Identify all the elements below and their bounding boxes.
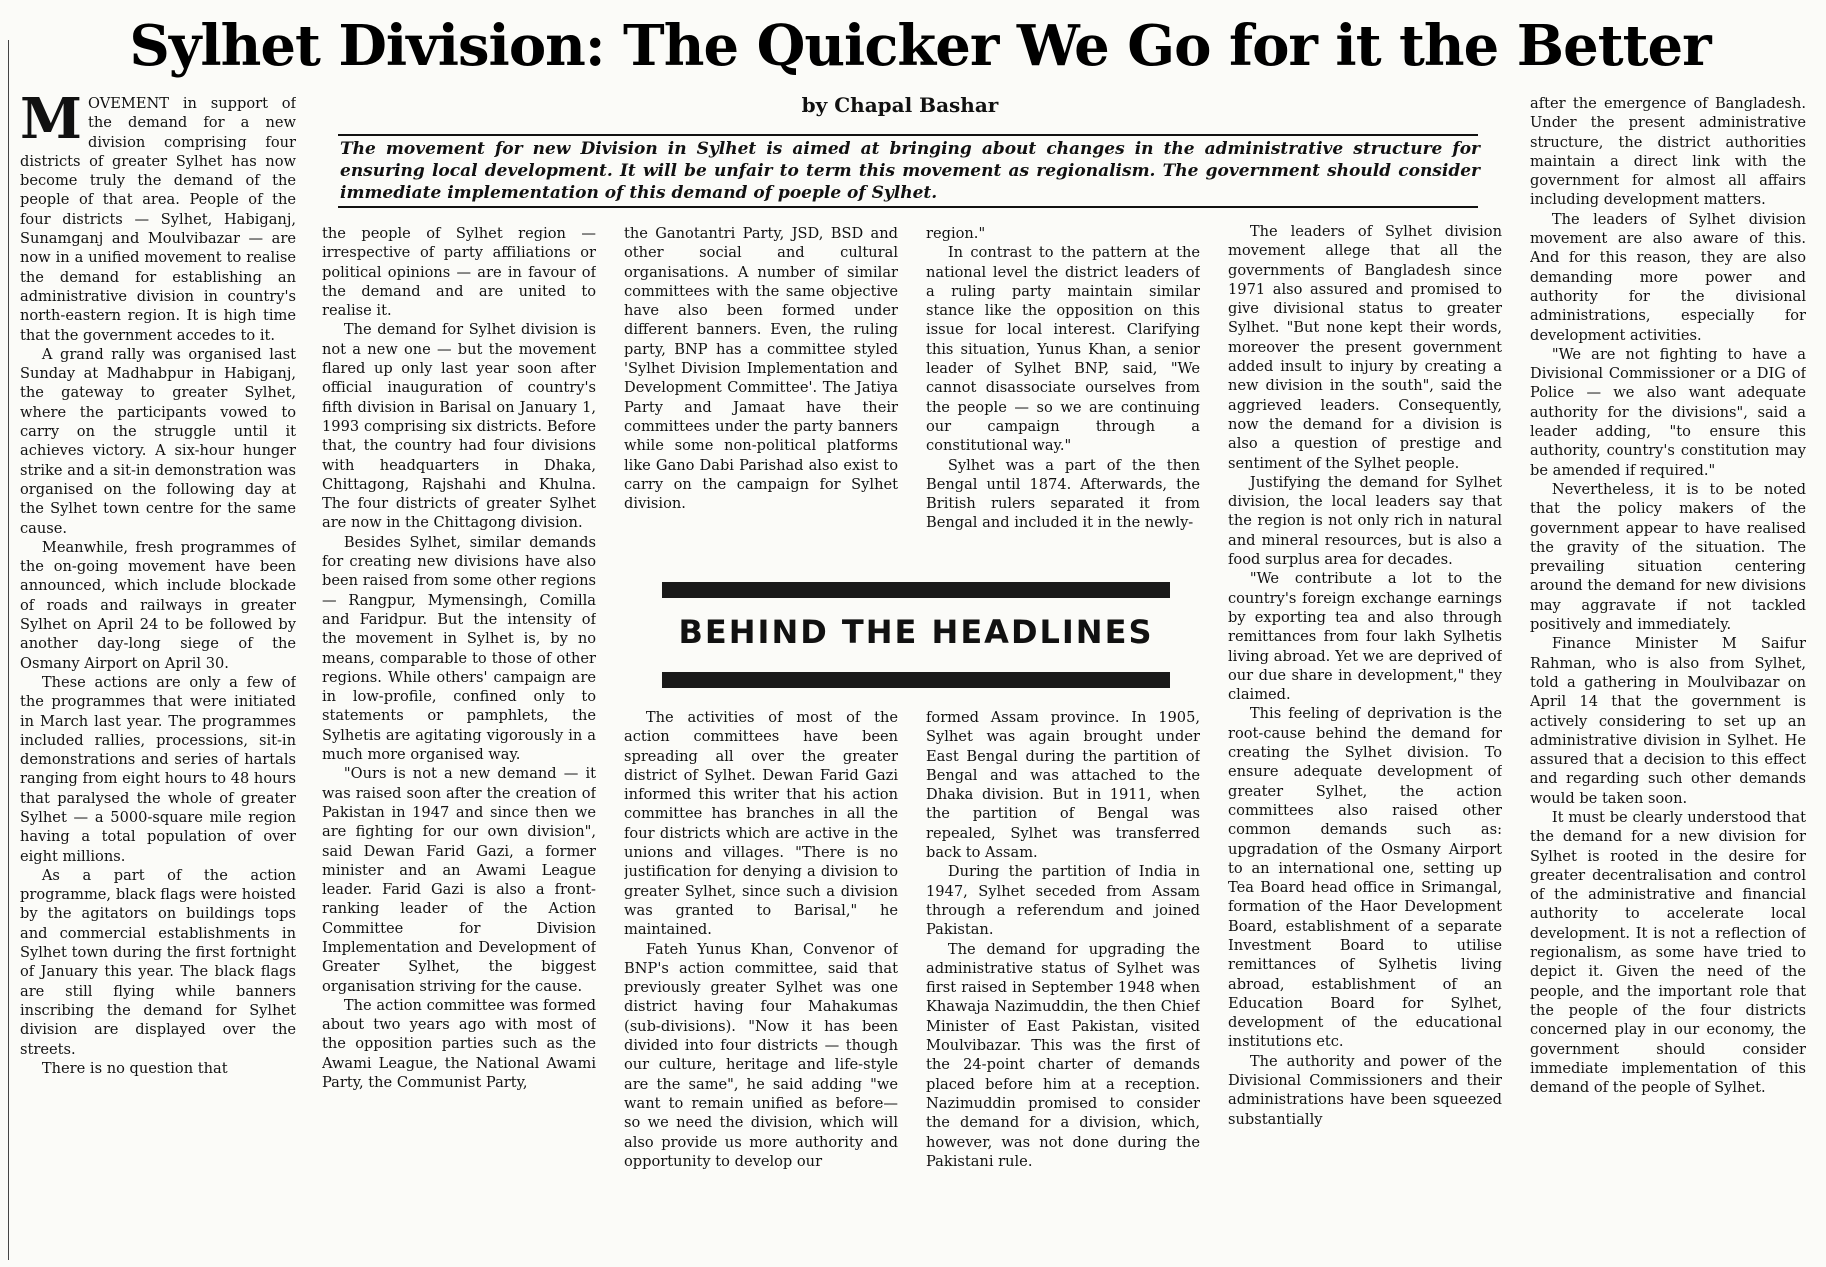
article-column-3-bottom <box>624 708 898 1260</box>
article-column-4-bottom <box>926 708 1200 1260</box>
article-paragraph: the people of Sylhet region — irrespective of party affiliations or political opinions — are in favour of the demand and are united to realise it. <box>322 225 596 320</box>
article-column-6 <box>1530 94 1806 1260</box>
article-paragraph: after the emergence of Bangladesh. Under the present administrative structure, the district authorities maintain a direct link with the government for almost all affairs including development matters. <box>1530 95 1806 209</box>
column-divider <box>8 40 9 1260</box>
article-paragraph: formed Assam province. In 1905, Sylhet was again brought under East Bengal during the partition of Bengal and was attached to the Dhaka division. But in 1911, when the partition of Bengal was repealed, Sylhet was transferred back to Assam. <box>926 709 1200 862</box>
article-paragraph: Besides Sylhet, similar demands for creating new divisions have also been raised from some other regions — Rangpur, Mymensingh, Comilla and Faridpur. But the intensity of the movement in Sylhet is, by no means, comparable to those of other regions. While others' campaign are in low-profile, confined only to statements or pamphlets, the Sylhetis are agitating vigorously in a much more organised way. <box>322 533 596 764</box>
standfirst-bottom-rule <box>338 206 1478 208</box>
article-column-5 <box>1228 222 1502 1260</box>
article-paragraph: During the partition of India in 1947, Sylhet seceded from Assam through a referendum and joined Pakistan. <box>926 863 1200 939</box>
article-column-1 <box>20 94 296 1260</box>
section-label: BEHIND THE HEADLINES <box>678 613 1154 651</box>
section-label-bottom-bar <box>662 672 1170 688</box>
article-paragraph: "We contribute a lot to the country's foreign exchange earnings by exporting tea and also through remittances from four lakh Sylhetis living abroad. Yet we are deprived of our due share in development," they claimed. <box>1228 570 1502 704</box>
article-paragraph: The leaders of Sylhet division movement are also aware of this. And for this reason, they are also demanding more power and authority for the divisional administrations, especially for development activities. <box>1530 210 1806 344</box>
standfirst: The movement for new Division in Sylhet is aimed at bringing about changes in the administrative structure for ensuring local development. It will be unfair to term this movement as regionalism. The government should consider immediate implementation of this demand of poeple of Sylhet. <box>340 139 1480 203</box>
article-paragraph: It must be clearly understood that the demand for a new division for Sylhet is rooted in the desire for greater decentralisation and control of the administrative and financial authority to accelerate local development. It is not a reflection of regionalism, as some have tried to depict it. Given the need of the people, and the important role that the people of the four districts concerned play in our economy, the government should consider immediate implementation of this demand of the people of Sylhet. <box>1530 808 1806 1097</box>
article-paragraph: Fateh Yunus Khan, Convenor of BNP's action committee, said that previously greater Sylhet was one district having four Mahakumas (sub-divisions). "Now it has been divided into four districts — though our culture, heritage and life-style are the same", he said adding "we want to remain unified as before— so we need the division, which will also provide us more authority and opportunity to develop our <box>624 940 898 1170</box>
byline: by Chapal Bashar <box>801 93 999 117</box>
section-label-top-bar <box>662 582 1170 598</box>
article-paragraph: Sylhet was a part of the then Bengal until 1874. Afterwards, the British rulers separated it from Bengal and included it in the newly- <box>926 456 1200 532</box>
article-paragraph: The leaders of Sylhet division movement allege that all the governments of Bangladesh since 1971 also assured and promised to give divisional status to greater Sylhet. "But none kept their words, moreover the present government added insult to injury by creating a new division in the south", said the aggrieved leaders. Consequently, now the demand for a division is also a question of prestige and sentiment of the Sylhet people. <box>1228 223 1502 472</box>
article-column-2 <box>322 224 596 1260</box>
section-label-box <box>662 582 1170 688</box>
standfirst-top-rule <box>338 134 1478 136</box>
article-paragraph: The action committee was formed about two years ago with most of the opposition parties such as the Awami League, the National Awami Party, the Communist Party, <box>322 996 596 1092</box>
article-paragraph: The activities of most of the action committees have been spreading all over the greater district of Sylhet. Dewan Farid Gazi informed this writer that his action committee has branches in all the four districts which are active in the unions and villages. "There is no justification for denying a division to greater Sylhet, since such a division was granted to Barisal," he maintained. <box>624 709 898 939</box>
drop-cap: M <box>20 94 82 152</box>
article-paragraph: region." <box>926 225 986 242</box>
article-paragraph: Nevertheless, it is to be noted that the policy makers of the government appear to have realised the gravity of the situation. The prevailing situation centering around the demand for new divisions may aggravate if not tackled positively and immediately. <box>1530 480 1806 634</box>
article-paragraph: Finance Minister M Saifur Rahman, who is also from Sylhet, told a gathering in Moulvibazar on April 14 that the government is actively considering to set up an administrative division in Sylhet. He assured that a decision to this effect and regarding such other demands would be taken soon. <box>1530 635 1806 807</box>
article-paragraph: In contrast to the pattern at the national level the district leaders of a ruling party maintain similar stance like the opposition on this issue for local interest. Clarifying this situation, Yunus Khan, a senior leader of Sylhet BNP, said, "We cannot disassociate ourselves from the people — so we are continuing our campaign through a constitutional way." <box>926 244 1200 455</box>
article-paragraph <box>20 94 296 345</box>
article-paragraph: "Ours is not a new demand — it was raised soon after the creation of Pakistan in 1947 and since then we are fighting for our own division", said Dewan Farid Gazi, a former minister and an Awami League leader. Farid Gazi is also a front-ranking leader of the Action Committee for Division Implementation and Development of Greater Sylhet, the biggest organisation striving for the cause. <box>322 765 596 995</box>
article-paragraph: The demand for Sylhet division is not a new one — but the movement flared up only last year soon after official inauguration of country's fifth division in Barisal on January 1, 1993 comprising six districts. Before that, the country had four divisions with headquarters in Dhaka, Chittagong, Rajshahi and Khulna. The four districts of greater Sylhet are now in the Chittagong division. <box>322 321 596 532</box>
article-paragraph: The authority and power of the Divisional Commissioners and their administrations have been squeezed substantially <box>1228 1052 1502 1128</box>
headline: Sylhet Division: The Quicker We Go for it the Better <box>129 13 1711 79</box>
article-paragraph: Meanwhile, fresh programmes of the on-going movement have been announced, which include blockade of roads and railways in greater Sylhet on April 24 to be followed by another day-long siege of the Osmany Airport on April 30. <box>20 538 296 672</box>
article-paragraph: There is no question that <box>41 1059 228 1077</box>
article-paragraph: These actions are only a few of the programmes that were initiated in March last year. The programmes included rallies, processions, sit-in demonstrations and series of hartals ranging from eight hours to 48 hours that paralysed the whole of greater Sylhet — a 5000-square mile region having a total population of over eight millions. <box>20 673 296 865</box>
article-paragraph: Justifying the demand for Sylhet division, the local leaders say that the region is not only rich in natural and mineral resources, but is also a food surplus area for decades. <box>1228 473 1502 569</box>
paragraph-text: OVEMENT in support of the demand for a new division comprising four districts of greater Sylhet has now become truly the demand of the people of that area. People of the four districts — Sylhet, Habiganj, Sunamganj and Moulvibazar — are now in a unified movement to realise the demand for establishing an administrative division in country's north-eastern region. It is high time that the government accedes to it. <box>20 95 296 344</box>
article-paragraph: This feeling of deprivation is the root-cause behind the demand for creating the Sylhet division. To ensure adequate development of greater Sylhet, the action committees also raised other common demands such as: upgradation of the Osmany Airport to an international one, setting up Tea Board head office in Srimangal, formation of the Haor Development Board, establishment of a separate Investment Board to utilise remittances of Sylhetis living abroad, establishment of an Education Board for Sylhet, development of the educational institutions etc. <box>1228 705 1502 1051</box>
article-column-4-top <box>926 224 1200 572</box>
article-paragraph: the Ganotantri Party, JSD, BSD and other social and cultural organisations. A number of similar committees with the same objective have also been formed under different banners. Even, the ruling party, BNP has a committee styled 'Sylhet Division Implementation and Development Committee'. The Jatiya Party and Jamaat have their committees under the party banners while some non-political platforms like Gano Dabi Parishad also exist to carry on the campaign for Sylhet division. <box>624 225 898 513</box>
article-paragraph: "We are not fighting to have a Divisional Commissioner or a DIG of Police — we also want adequate authority for the divisions", said a leader adding, "to ensure this authority, country's constitution may be amended if required." <box>1530 345 1806 479</box>
article-column-3-top <box>624 224 898 572</box>
article-paragraph: A grand rally was organised last Sunday at Madhabpur in Habiganj, the gateway to greater Sylhet, where the participants vowed to carry on the struggle until it achieves victory. A six-hour hunger strike and a sit-in demonstration was organised on the following day at the Sylhet town centre for the same cause. <box>20 345 296 537</box>
article-paragraph: The demand for upgrading the administrative status of Sylhet was first raised in September 1948 when Khawaja Nazimuddin, the then Chief Minister of East Pakistan, visited Moulvibazar. This was the first of the 24-point charter of demands placed before him at a reception. Nazimuddin promised to consider the demand for a division, which, however, was not done during the Pakistani rule. <box>926 940 1200 1170</box>
article-paragraph: As a part of the action programme, black flags were hoisted by the agitators on buildings tops and commercial establishments in Sylhet town during the first fortnight of January this year. The black flags are still flying while banners inscribing the demand for Sylhet division are displayed over the streets. <box>20 866 296 1058</box>
